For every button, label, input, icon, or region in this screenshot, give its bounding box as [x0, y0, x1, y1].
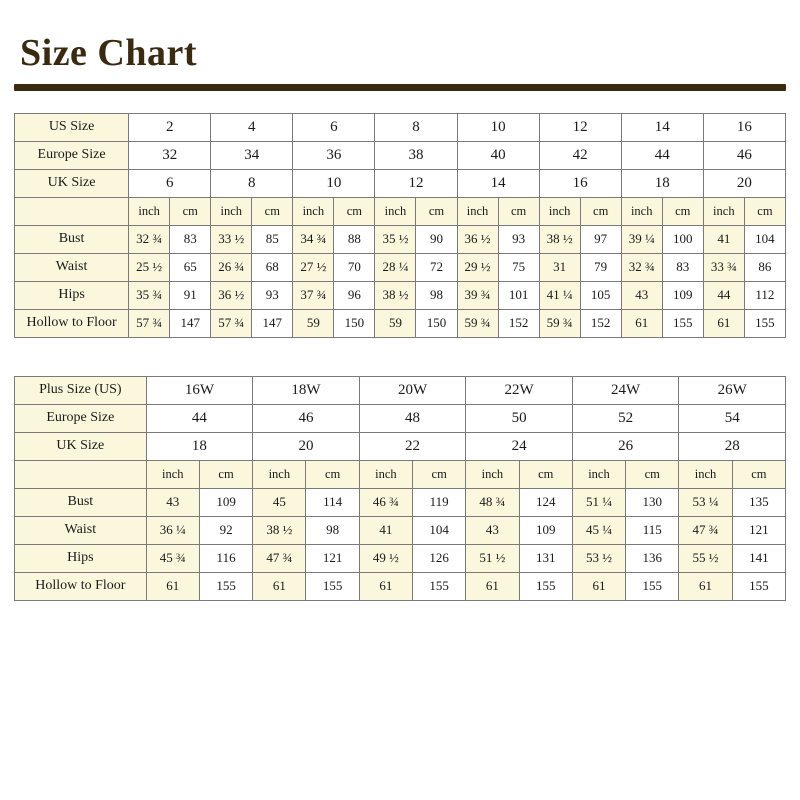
- plus-size-cell: 22W: [466, 376, 573, 404]
- hips-cm: 109: [662, 281, 703, 309]
- row-label-waist: Waist: [15, 516, 147, 544]
- unit-cm: cm: [626, 460, 679, 488]
- waist-cm: 65: [170, 253, 211, 281]
- unit-cm: cm: [306, 460, 359, 488]
- hollow-to-floor-inch: 59 ¾: [539, 309, 580, 337]
- hips-cm: 105: [580, 281, 621, 309]
- unit-inch: inch: [539, 197, 580, 225]
- bust-cm: 88: [334, 225, 375, 253]
- bust-inch: 39 ¼: [621, 225, 662, 253]
- waist-inch: 47 ¾: [679, 516, 732, 544]
- hips-inch: 43: [621, 281, 662, 309]
- bust-inch: 34 ¾: [293, 225, 334, 253]
- hollow-to-floor-cm: 155: [744, 309, 785, 337]
- unit-inch: inch: [359, 460, 412, 488]
- europe-size-cell: 38: [375, 141, 457, 169]
- europe-size-cell: 34: [211, 141, 293, 169]
- uk-size-cell: 14: [457, 169, 539, 197]
- uk-size-cell: 24: [466, 432, 573, 460]
- waist-inch: 45 ¼: [572, 516, 625, 544]
- unit-cm: cm: [416, 197, 457, 225]
- us-size-cell: 12: [539, 113, 621, 141]
- hollow-to-floor-cm: 155: [519, 572, 572, 600]
- uk-size-cell: 12: [375, 169, 457, 197]
- hollow-to-floor-cm: 155: [413, 572, 466, 600]
- hips-inch: 38 ½: [375, 281, 416, 309]
- table-row-waist: [15, 253, 786, 281]
- hips-inch: 35 ¾: [129, 281, 170, 309]
- bust-cm: 85: [252, 225, 293, 253]
- hollow-to-floor-cm: 155: [662, 309, 703, 337]
- unit-inch: inch: [679, 460, 732, 488]
- bust-cm: 100: [662, 225, 703, 253]
- waist-inch: 27 ½: [293, 253, 334, 281]
- row-label-hips: Hips: [15, 544, 147, 572]
- unit-inch: inch: [375, 197, 416, 225]
- unit-inch: inch: [703, 197, 744, 225]
- hips-inch: 55 ½: [679, 544, 732, 572]
- uk-size-cell: 18: [146, 432, 253, 460]
- hips-cm: 91: [170, 281, 211, 309]
- europe-size-cell: 44: [146, 404, 253, 432]
- table-row-us-size: [15, 113, 786, 141]
- waist-cm: 68: [252, 253, 293, 281]
- us-size-cell: 2: [129, 113, 211, 141]
- unit-inch: inch: [129, 197, 170, 225]
- hips-inch: 53 ½: [572, 544, 625, 572]
- hips-inch: 45 ¾: [146, 544, 199, 572]
- hips-cm: 112: [744, 281, 785, 309]
- bust-cm: 83: [170, 225, 211, 253]
- hollow-to-floor-inch: 59: [293, 309, 334, 337]
- hips-cm: 141: [732, 544, 785, 572]
- hollow-to-floor-inch: 61: [466, 572, 519, 600]
- unit-cm: cm: [662, 197, 703, 225]
- bust-inch: 32 ¾: [129, 225, 170, 253]
- waist-inch: 31: [539, 253, 580, 281]
- page-title: Size Chart: [20, 32, 198, 74]
- unit-cm: cm: [744, 197, 785, 225]
- hips-cm: 93: [252, 281, 293, 309]
- uk-size-cell: 6: [129, 169, 211, 197]
- europe-size-cell: 42: [539, 141, 621, 169]
- waist-cm: 72: [416, 253, 457, 281]
- unit-cm: cm: [519, 460, 572, 488]
- table-row-waist: [15, 516, 786, 544]
- title-divider: [14, 84, 786, 91]
- bust-cm: 109: [199, 488, 252, 516]
- unit-inch: inch: [253, 460, 306, 488]
- europe-size-cell: 50: [466, 404, 573, 432]
- europe-size-cell: 46: [253, 404, 360, 432]
- standard-size-table: [14, 113, 786, 338]
- us-size-cell: 8: [375, 113, 457, 141]
- hips-inch: 37 ¾: [293, 281, 334, 309]
- hollow-to-floor-cm: 150: [416, 309, 457, 337]
- table-row-bust: [15, 225, 786, 253]
- unit-inch: inch: [211, 197, 252, 225]
- bust-cm: 114: [306, 488, 359, 516]
- hips-inch: 39 ¾: [457, 281, 498, 309]
- row-label-uk-size: UK Size: [15, 432, 147, 460]
- table-row-uk-size: [15, 169, 786, 197]
- unit-cm: cm: [252, 197, 293, 225]
- hips-cm: 136: [626, 544, 679, 572]
- bust-cm: 124: [519, 488, 572, 516]
- hollow-to-floor-cm: 147: [170, 309, 211, 337]
- plus-size-cell: 20W: [359, 376, 466, 404]
- table-row-uk-size: [15, 432, 786, 460]
- waist-cm: 83: [662, 253, 703, 281]
- plus-size-table: [14, 376, 786, 601]
- waist-inch: 36 ¼: [146, 516, 199, 544]
- bust-cm: 104: [744, 225, 785, 253]
- bust-inch: 33 ½: [211, 225, 252, 253]
- bust-cm: 135: [732, 488, 785, 516]
- row-label-hollow-to-floor: Hollow to Floor: [15, 572, 147, 600]
- hollow-to-floor-cm: 155: [199, 572, 252, 600]
- bust-inch: 46 ¾: [359, 488, 412, 516]
- table-row-hips: [15, 544, 786, 572]
- hollow-to-floor-cm: 150: [334, 309, 375, 337]
- bust-inch: 53 ¼: [679, 488, 732, 516]
- us-size-cell: 4: [211, 113, 293, 141]
- hollow-to-floor-inch: 61: [253, 572, 306, 600]
- hollow-to-floor-cm: 147: [252, 309, 293, 337]
- waist-inch: 43: [466, 516, 519, 544]
- bust-inch: 35 ½: [375, 225, 416, 253]
- uk-size-cell: 26: [572, 432, 679, 460]
- europe-size-cell: 40: [457, 141, 539, 169]
- uk-size-cell: 20: [253, 432, 360, 460]
- hollow-to-floor-inch: 61: [621, 309, 662, 337]
- hollow-to-floor-inch: 61: [572, 572, 625, 600]
- waist-inch: 33 ¾: [703, 253, 744, 281]
- waist-cm: 92: [199, 516, 252, 544]
- waist-inch: 29 ½: [457, 253, 498, 281]
- waist-cm: 115: [626, 516, 679, 544]
- europe-size-cell: 48: [359, 404, 466, 432]
- hollow-to-floor-inch: 59 ¾: [457, 309, 498, 337]
- table-row-europe-size: [15, 404, 786, 432]
- hollow-to-floor-inch: 61: [359, 572, 412, 600]
- waist-inch: 32 ¾: [621, 253, 662, 281]
- waist-inch: 28 ¼: [375, 253, 416, 281]
- unit-inch: inch: [572, 460, 625, 488]
- unit-inch: inch: [466, 460, 519, 488]
- uk-size-cell: 18: [621, 169, 703, 197]
- hips-cm: 101: [498, 281, 539, 309]
- waist-inch: 26 ¾: [211, 253, 252, 281]
- europe-size-cell: 46: [703, 141, 785, 169]
- row-label-uk-size: UK Size: [15, 169, 129, 197]
- unit-inch: inch: [293, 197, 334, 225]
- uk-size-cell: 16: [539, 169, 621, 197]
- bust-inch: 45: [253, 488, 306, 516]
- hollow-to-floor-cm: 155: [732, 572, 785, 600]
- unit-cm: cm: [199, 460, 252, 488]
- row-label-us-size: US Size: [15, 113, 129, 141]
- table-row-europe-size: [15, 141, 786, 169]
- hips-cm: 116: [199, 544, 252, 572]
- hollow-to-floor-cm: 155: [306, 572, 359, 600]
- hips-cm: 121: [306, 544, 359, 572]
- us-size-cell: 16: [703, 113, 785, 141]
- europe-size-cell: 36: [293, 141, 375, 169]
- hollow-to-floor-inch: 57 ¾: [129, 309, 170, 337]
- hips-inch: 51 ½: [466, 544, 519, 572]
- unit-inch: inch: [146, 460, 199, 488]
- hips-inch: 49 ½: [359, 544, 412, 572]
- uk-size-cell: 8: [211, 169, 293, 197]
- hollow-to-floor-inch: 57 ¾: [211, 309, 252, 337]
- bust-cm: 93: [498, 225, 539, 253]
- row-label-waist: Waist: [15, 253, 129, 281]
- unit-cm: cm: [580, 197, 621, 225]
- plus-size-cell: 18W: [253, 376, 360, 404]
- uk-size-cell: 20: [703, 169, 785, 197]
- hips-cm: 96: [334, 281, 375, 309]
- unit-cm: cm: [170, 197, 211, 225]
- unit-inch: inch: [621, 197, 662, 225]
- us-size-cell: 10: [457, 113, 539, 141]
- bust-cm: 130: [626, 488, 679, 516]
- row-label-europe-size: Europe Size: [15, 141, 129, 169]
- hollow-to-floor-cm: 152: [580, 309, 621, 337]
- hips-inch: 41 ¼: [539, 281, 580, 309]
- unit-cm: cm: [498, 197, 539, 225]
- hips-cm: 126: [413, 544, 466, 572]
- bust-inch: 41: [703, 225, 744, 253]
- table-row-units: [15, 460, 786, 488]
- row-label-hollow-to-floor: Hollow to Floor: [15, 309, 129, 337]
- europe-size-cell: 32: [129, 141, 211, 169]
- waist-cm: 70: [334, 253, 375, 281]
- unit-cm: cm: [334, 197, 375, 225]
- bust-cm: 119: [413, 488, 466, 516]
- unit-inch: inch: [457, 197, 498, 225]
- waist-inch: 25 ½: [129, 253, 170, 281]
- hollow-to-floor-cm: 152: [498, 309, 539, 337]
- row-label-bust: Bust: [15, 488, 147, 516]
- units-row-blank: [15, 460, 147, 488]
- hollow-to-floor-inch: 59: [375, 309, 416, 337]
- waist-cm: 109: [519, 516, 572, 544]
- hips-inch: 36 ½: [211, 281, 252, 309]
- europe-size-cell: 54: [679, 404, 786, 432]
- uk-size-cell: 28: [679, 432, 786, 460]
- bust-inch: 48 ¾: [466, 488, 519, 516]
- table-spacer: [14, 338, 786, 376]
- units-row-blank: [15, 197, 129, 225]
- waist-cm: 86: [744, 253, 785, 281]
- row-label-europe-size: Europe Size: [15, 404, 147, 432]
- table-row-hollow-to-floor: [15, 309, 786, 337]
- hips-cm: 131: [519, 544, 572, 572]
- row-label-hips: Hips: [15, 281, 129, 309]
- bust-inch: 38 ½: [539, 225, 580, 253]
- waist-cm: 79: [580, 253, 621, 281]
- us-size-cell: 6: [293, 113, 375, 141]
- hips-cm: 98: [416, 281, 457, 309]
- waist-cm: 98: [306, 516, 359, 544]
- uk-size-cell: 22: [359, 432, 466, 460]
- uk-size-cell: 10: [293, 169, 375, 197]
- bust-inch: 36 ½: [457, 225, 498, 253]
- table-row-units: [15, 197, 786, 225]
- table-row-bust: [15, 488, 786, 516]
- hollow-to-floor-inch: 61: [703, 309, 744, 337]
- table-row-hips: [15, 281, 786, 309]
- hollow-to-floor-inch: 61: [146, 572, 199, 600]
- us-size-cell: 14: [621, 113, 703, 141]
- hips-inch: 47 ¾: [253, 544, 306, 572]
- waist-inch: 41: [359, 516, 412, 544]
- waist-cm: 104: [413, 516, 466, 544]
- plus-size-cell: 16W: [146, 376, 253, 404]
- bust-inch: 43: [146, 488, 199, 516]
- europe-size-cell: 52: [572, 404, 679, 432]
- bust-cm: 90: [416, 225, 457, 253]
- row-label-plus-size: Plus Size (US): [15, 376, 147, 404]
- table-row-hollow-to-floor: [15, 572, 786, 600]
- unit-cm: cm: [413, 460, 466, 488]
- table-row-plus-size: [15, 376, 786, 404]
- plus-size-cell: 24W: [572, 376, 679, 404]
- bust-inch: 51 ¼: [572, 488, 625, 516]
- europe-size-cell: 44: [621, 141, 703, 169]
- unit-cm: cm: [732, 460, 785, 488]
- waist-cm: 75: [498, 253, 539, 281]
- hollow-to-floor-inch: 61: [679, 572, 732, 600]
- waist-inch: 38 ½: [253, 516, 306, 544]
- hollow-to-floor-cm: 155: [626, 572, 679, 600]
- plus-size-cell: 26W: [679, 376, 786, 404]
- bust-cm: 97: [580, 225, 621, 253]
- hips-inch: 44: [703, 281, 744, 309]
- row-label-bust: Bust: [15, 225, 129, 253]
- waist-cm: 121: [732, 516, 785, 544]
